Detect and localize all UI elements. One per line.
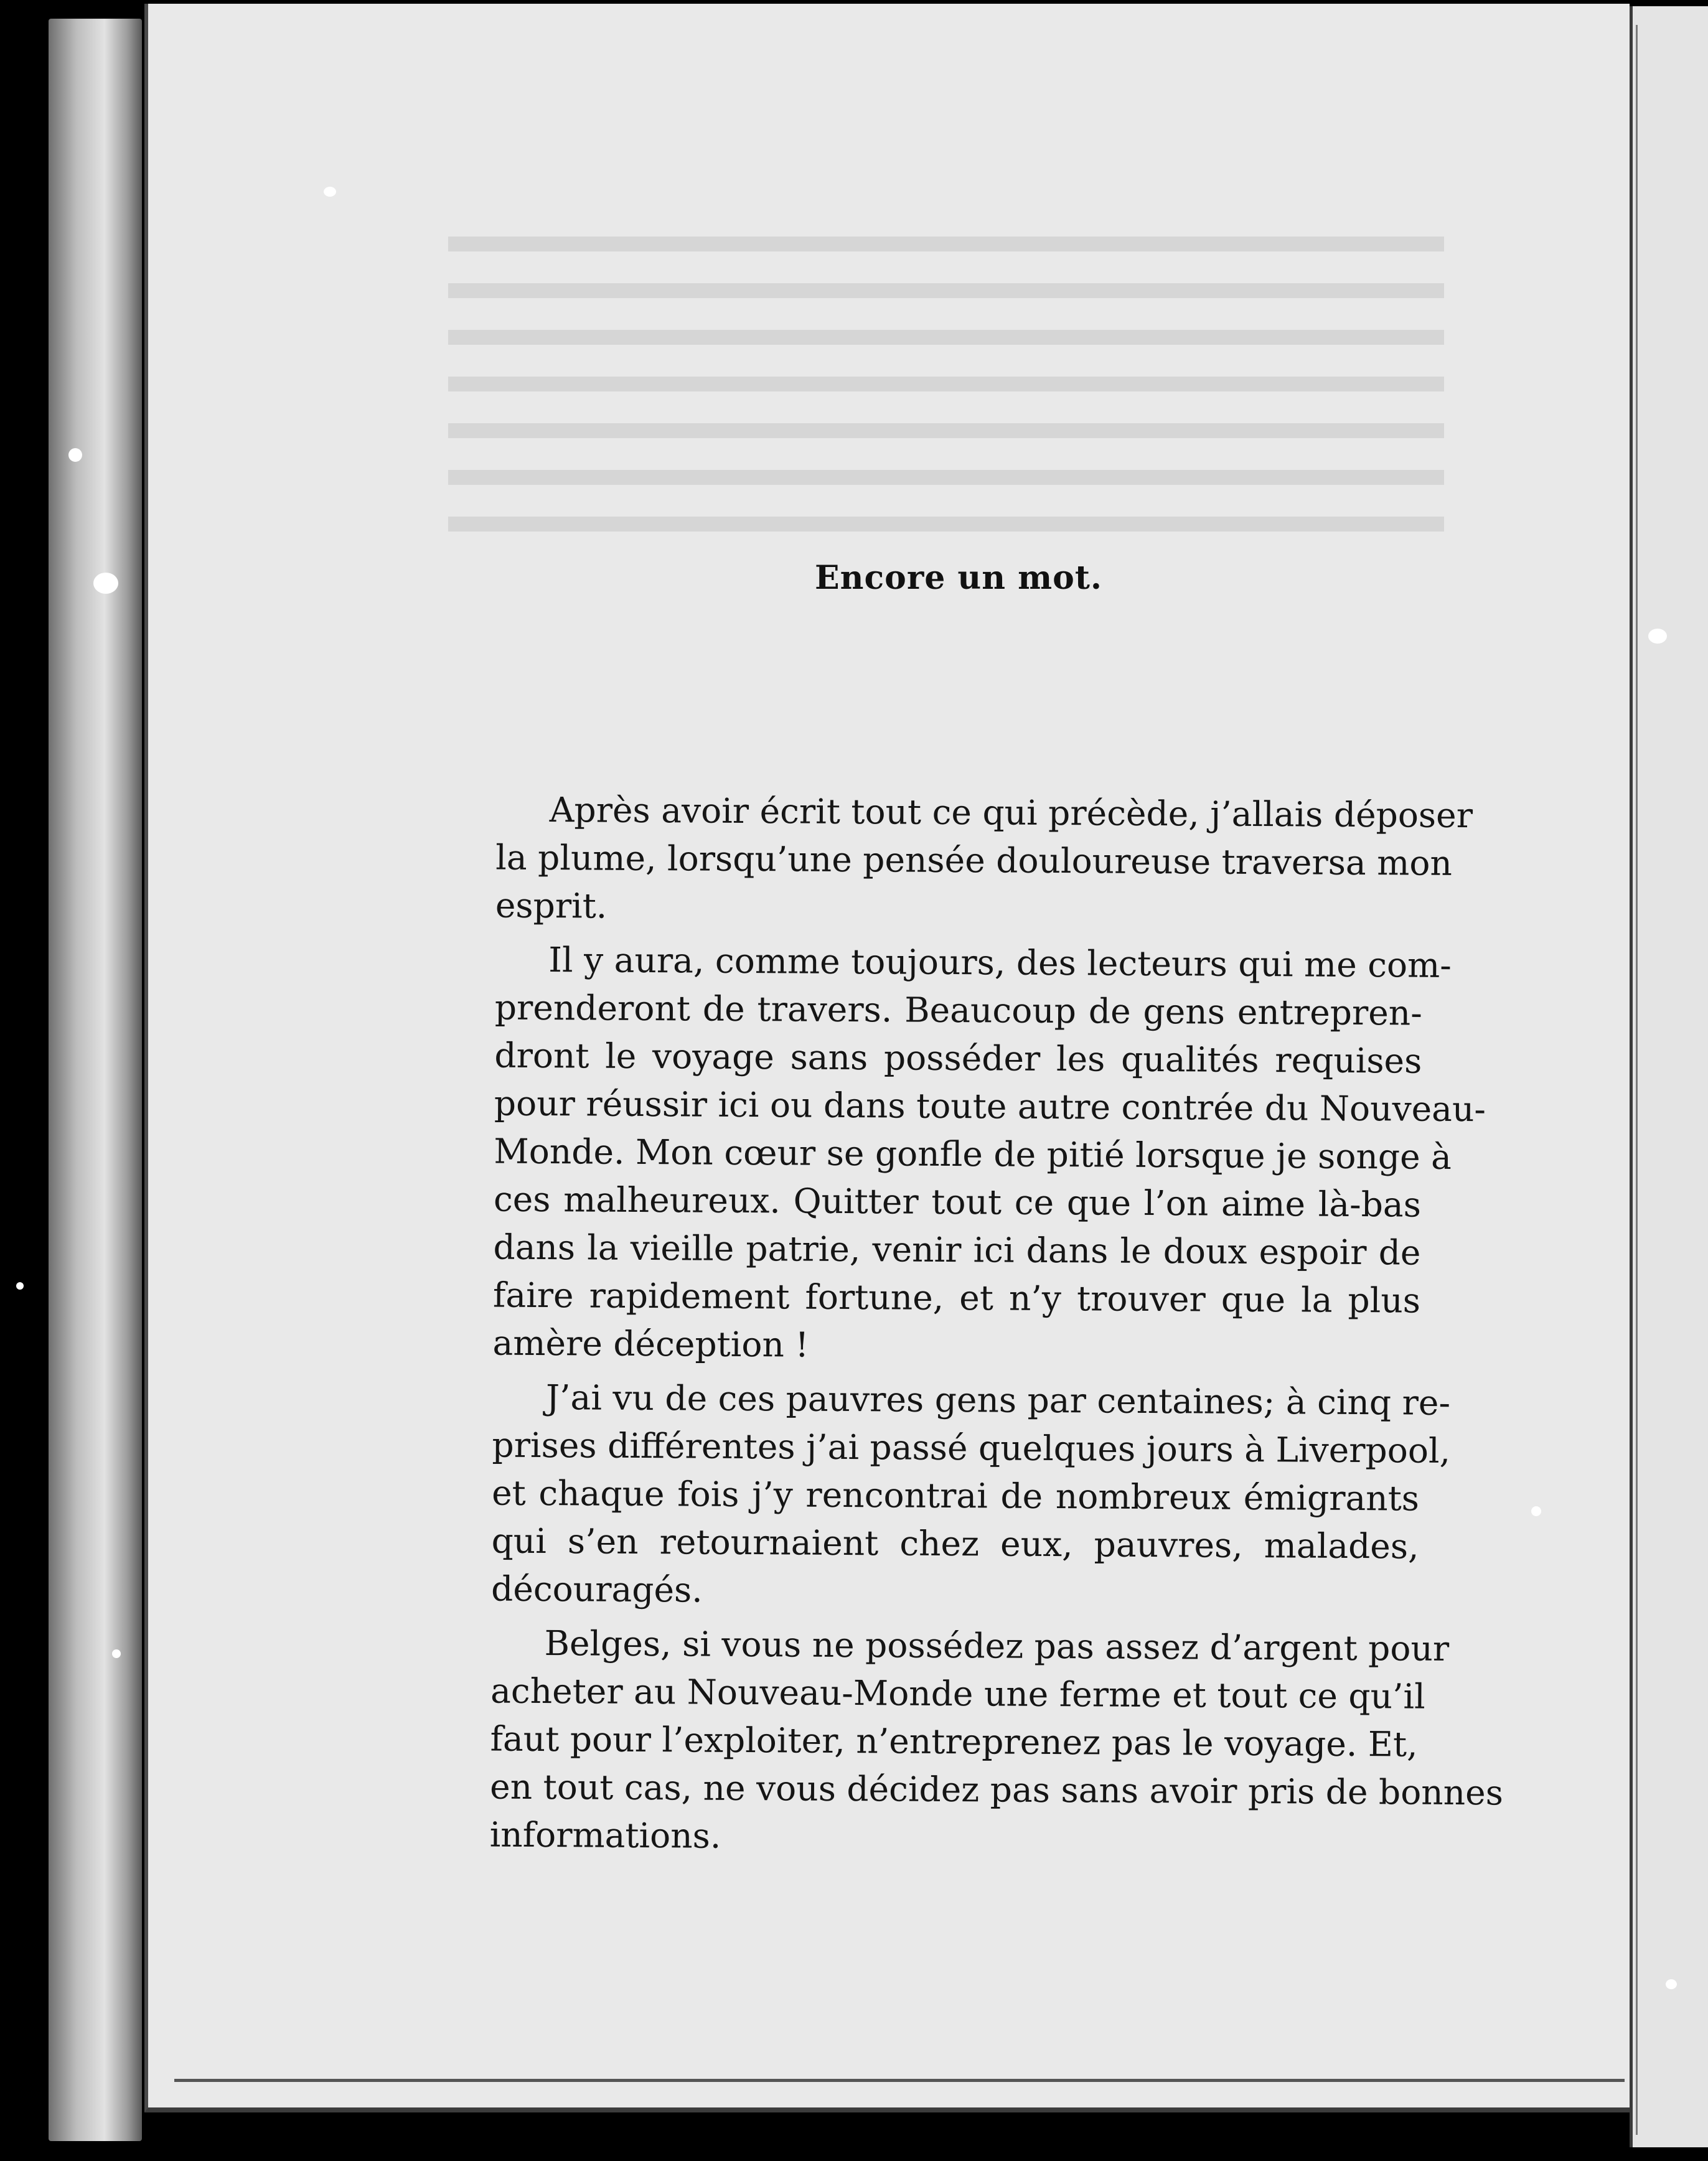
paragraph <box>438 1373 1451 1619</box>
dust-speck <box>324 187 336 197</box>
text-line: en tout cas, ne vous décidez pas sans avoir pris de bonnes <box>489 1766 1504 1813</box>
page-title: Encore un mot. <box>815 559 1102 597</box>
text-line: Monde. Mon cœur se gonfle de pitié lorsque je songe à <box>494 1131 1452 1177</box>
text-line: esprit. <box>495 885 608 926</box>
text-line: qui s’en retournaient chez eux, pauvres, malades, <box>491 1521 1419 1567</box>
dust-speck <box>112 1649 121 1658</box>
text-line: dans la vieille patrie, venir ici dans le doux espoir de <box>493 1227 1421 1273</box>
text-line: ces malheureux. Quitter tout ce que l’on aime là-bas <box>493 1179 1422 1225</box>
bleed-through <box>448 237 1444 560</box>
text-line: prenderont de travers. Beaucoup de gens entrepren- <box>494 987 1422 1033</box>
adjacent-page-edge <box>1630 6 1708 2147</box>
dust-speck <box>1531 1506 1541 1516</box>
text-line: Belges, si vous ne possédez pas assez d’argent pour <box>544 1623 1450 1669</box>
text-line: la plume, lorsqu’une pensée douloureuse traversa mon <box>495 837 1453 883</box>
paragraph <box>436 1619 1504 1865</box>
text-line: acheter au Nouveau-Monde une ferme et tout ce qu’il <box>490 1671 1425 1717</box>
text-line: informations. <box>489 1814 721 1856</box>
text-line: J’ai vu de ces pauvres gens par centaines; à cinq re- <box>545 1377 1451 1423</box>
text-line: faire rapidement fortune, et n’y trouver que la plus <box>492 1275 1421 1321</box>
dust-speck <box>1666 1979 1677 1989</box>
text-line: faut pour l’exploiter, n’entreprenez pas le voyage. Et, <box>490 1718 1418 1765</box>
text-line: découragés. <box>490 1568 703 1610</box>
text-line: pour réussir ici ou dans toute autre contrée du Nouveau- <box>494 1083 1486 1130</box>
text-line: prises différentes j’ai passé quelques jours à Liverpool, <box>492 1425 1451 1471</box>
text-line: Après avoir écrit tout ce qui précède, j’allais déposer <box>549 790 1473 836</box>
page-bottom-edge <box>174 2073 1625 2082</box>
body-text <box>436 785 1504 1871</box>
page-gutter-line <box>1636 25 1638 2135</box>
text-line: dront le voyage sans posséder les qualités requises <box>494 1035 1422 1081</box>
dust-speck <box>68 448 82 462</box>
paragraph <box>443 785 1473 935</box>
dust-speck <box>1648 629 1667 644</box>
dust-speck <box>16 1282 24 1290</box>
text-line: Il y aura, comme toujours, des lecteurs qui me com- <box>548 940 1452 985</box>
dust-speck <box>93 573 118 594</box>
paragraph <box>439 935 1486 1373</box>
book-binding <box>49 19 142 2141</box>
text-line: amère déception ! <box>492 1323 809 1365</box>
text-line: et chaque fois j’y rencontrai de nombreux émigrants <box>491 1473 1420 1519</box>
